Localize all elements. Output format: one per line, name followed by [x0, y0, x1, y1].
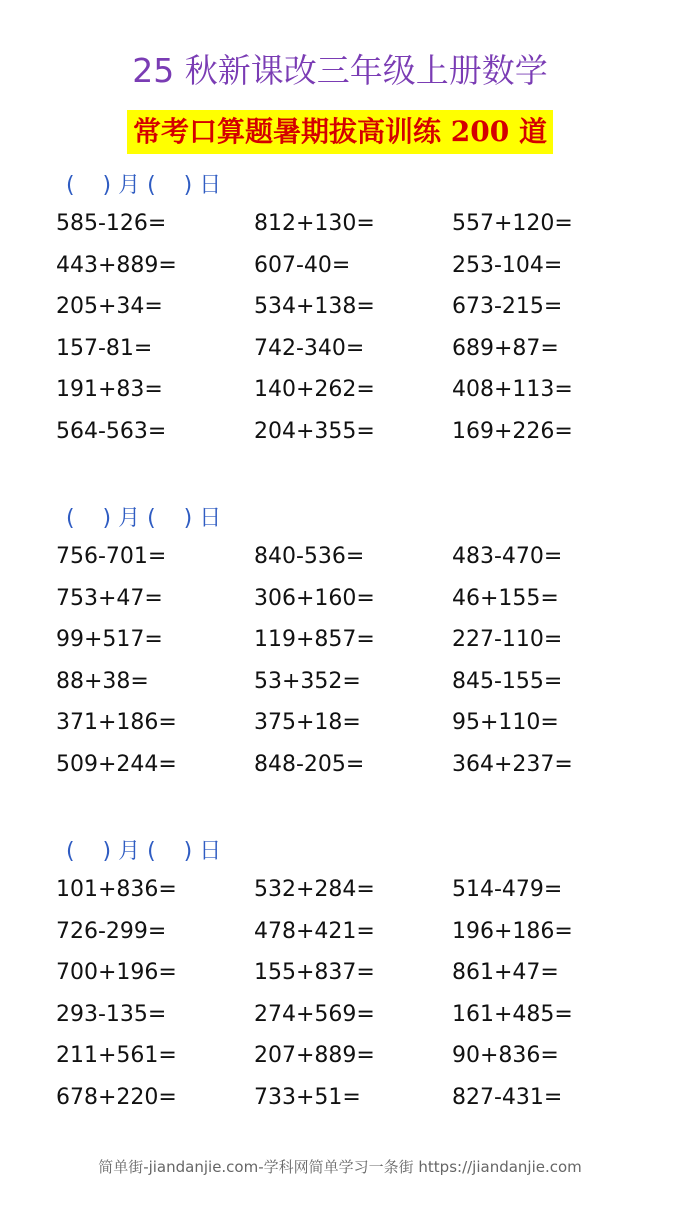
problem-grid	[56, 869, 656, 1119]
math-problem: 756-701=	[56, 544, 167, 569]
math-problem: 753+47=	[56, 585, 163, 611]
math-problem: 101+836=	[56, 877, 177, 902]
date-line: ( ) 月 ( ) 日	[66, 839, 222, 864]
math-problem: 514-479=	[452, 877, 563, 902]
math-problem: 812+130=	[254, 211, 375, 236]
math-problem: 253-104=	[452, 252, 563, 278]
math-problem: 443+889=	[56, 252, 177, 278]
math-problem: 157-81=	[56, 335, 153, 361]
math-problem: 140+262=	[254, 377, 375, 403]
math-problem: 205+34=	[56, 294, 163, 320]
math-problem: 227-110=	[452, 627, 563, 653]
math-problem: 509+244=	[56, 751, 177, 777]
page-title: 25 秋新课改三年级上册数学	[132, 51, 548, 90]
math-problem: 90+836=	[452, 1043, 559, 1069]
math-problem: 88+38=	[56, 668, 149, 694]
math-problem: 585-126=	[56, 211, 167, 236]
math-problem: 364+237=	[452, 751, 573, 777]
math-problem: 204+355=	[254, 418, 375, 444]
math-problem: 726-299=	[56, 918, 167, 944]
math-problem: 532+284=	[254, 877, 375, 902]
math-problem: 375+18=	[254, 710, 361, 736]
math-problem: 534+138=	[254, 294, 375, 320]
date-line: ( ) 月 ( ) 日	[66, 173, 222, 198]
page-subtitle: 常考口算题暑期拔高训练 200 道	[127, 110, 553, 154]
exercise-section-3	[56, 835, 656, 1119]
math-problem: 155+837=	[254, 960, 375, 986]
math-problem: 274+569=	[254, 1001, 375, 1027]
exercise-section-2	[56, 502, 656, 786]
math-problem: 371+186=	[56, 710, 177, 736]
math-problem: 161+485=	[452, 1001, 573, 1027]
math-problem: 673-215=	[452, 294, 563, 320]
math-problem: 191+83=	[56, 377, 163, 403]
math-problem: 564-563=	[56, 418, 167, 444]
math-problem: 293-135=	[56, 1001, 167, 1027]
date-line: ( ) 月 ( ) 日	[66, 506, 222, 531]
math-problem: 211+561=	[56, 1043, 177, 1069]
math-problem: 483-470=	[452, 544, 563, 569]
math-problem: 733+51=	[254, 1084, 361, 1110]
math-problem: 99+517=	[56, 627, 163, 653]
problem-grid	[56, 203, 656, 453]
math-problem: 207+889=	[254, 1043, 375, 1069]
math-problem: 46+155=	[452, 585, 559, 611]
math-problem: 408+113=	[452, 377, 573, 403]
math-problem: 557+120=	[452, 211, 573, 236]
math-problem: 678+220=	[56, 1084, 177, 1110]
subtitle-banner	[0, 110, 680, 154]
exercise-section-1	[56, 169, 656, 453]
math-problem: 840-536=	[254, 544, 365, 569]
math-problem: 169+226=	[452, 418, 573, 444]
math-problem: 478+421=	[254, 918, 375, 944]
footer-watermark: 简单街-jiandanjie.com-学科网简单学习一条街 https://jiandanjie.com	[98, 1158, 582, 1176]
math-problem: 53+352=	[254, 668, 361, 694]
problem-grid	[56, 536, 656, 786]
math-problem: 848-205=	[254, 751, 365, 777]
math-problem: 861+47=	[452, 960, 559, 986]
math-problem: 306+160=	[254, 585, 375, 611]
math-problem: 689+87=	[452, 335, 559, 361]
math-problem: 607-40=	[254, 252, 351, 278]
math-problem: 119+857=	[254, 627, 375, 653]
math-problem: 95+110=	[452, 710, 559, 736]
math-problem: 196+186=	[452, 918, 573, 944]
math-problem: 742-340=	[254, 335, 365, 361]
math-problem: 700+196=	[56, 960, 177, 986]
math-problem: 827-431=	[452, 1084, 563, 1110]
math-problem: 845-155=	[452, 668, 563, 694]
